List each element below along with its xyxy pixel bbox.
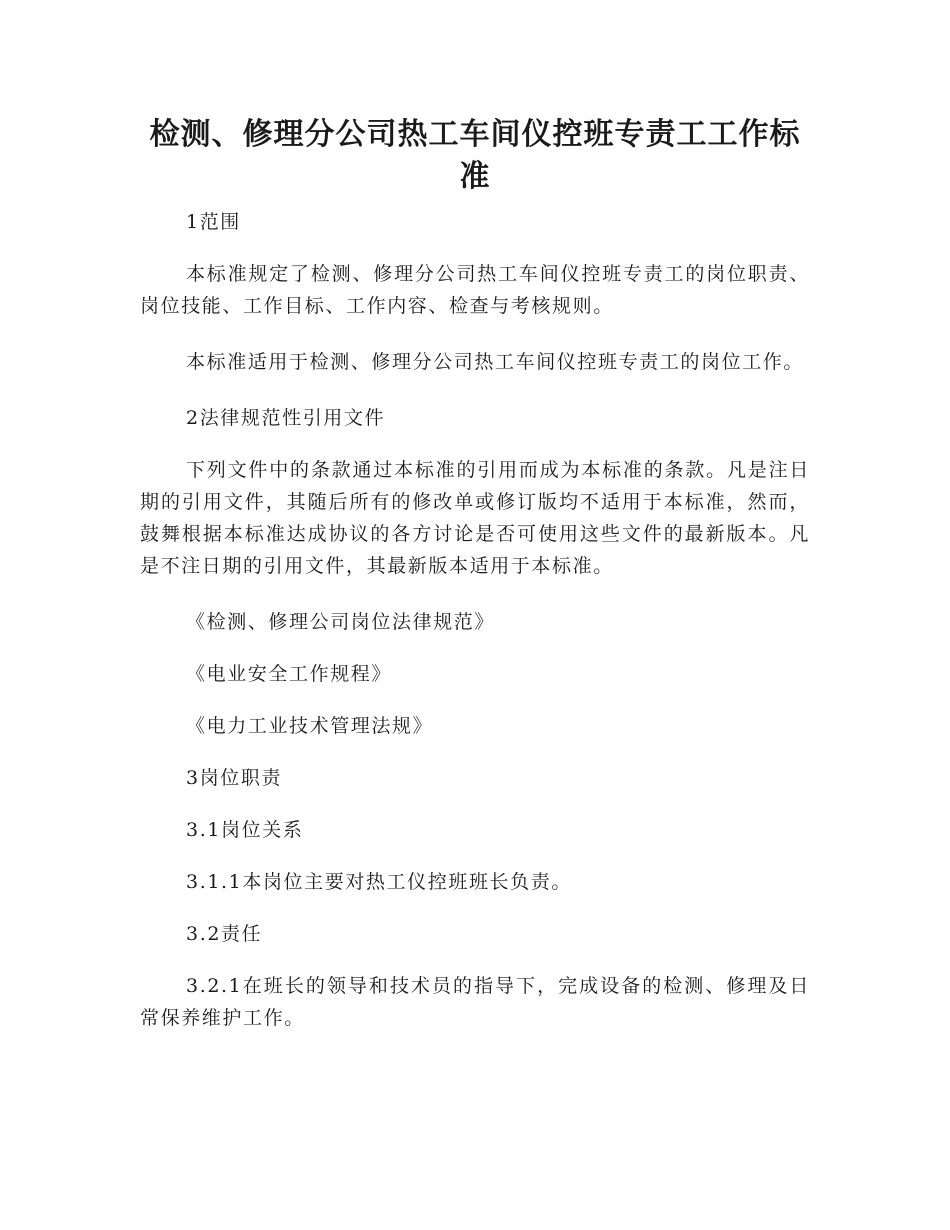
document-title: 检测、修理分公司热工车间仪控班专责工工作标准 bbox=[149, 117, 801, 194]
paragraph-references-clause: 下列文件中的条款通过本标准的引用而成为本标准的条款。凡是注日期的引用文件，其随后所有的修改单或修订版均不适用于本标准，然而，鼓舞根据本标准达成协议的各方讨论是否可使用这些文件的最新版本。凡是不注日期的引用文件，其最新版本适用于本标准。 bbox=[140, 459, 810, 577]
section-heading-references: 2法律规范性引用文件 bbox=[186, 407, 386, 429]
reference-item: 《电力工业技术管理法规》 bbox=[186, 715, 434, 737]
paragraph-scope-applicability: 本标准适用于检测、修理分公司热工车间仪控班专责工的岗位工作。 bbox=[186, 351, 805, 373]
section-heading-duties: 3岗位职责 bbox=[186, 767, 283, 789]
section-heading-scope: 1范围 bbox=[186, 211, 241, 233]
clause-reporting-line: 3.1.1本岗位主要对热工仪控班班长负责。 bbox=[186, 871, 572, 893]
reference-item: 《检测、修理公司岗位法律规范》 bbox=[186, 611, 496, 633]
document-body bbox=[140, 206, 810, 1058]
reference-item: 《电业安全工作规程》 bbox=[186, 663, 393, 685]
subsection-heading-responsibility: 3.2责任 bbox=[186, 923, 263, 945]
subsection-heading-relations: 3.1岗位关系 bbox=[186, 819, 304, 841]
paragraph-scope-definition: 本标准规定了检测、修理分公司热工车间仪控班专责工的岗位职责、岗位技能、工作目标、工作内容、检查与考核规则。 bbox=[140, 263, 810, 317]
clause-responsibility-detail: 3.2.1在班长的领导和技术员的指导下，完成设备的检测、修理及日常保养维护工作。 bbox=[140, 975, 810, 1029]
